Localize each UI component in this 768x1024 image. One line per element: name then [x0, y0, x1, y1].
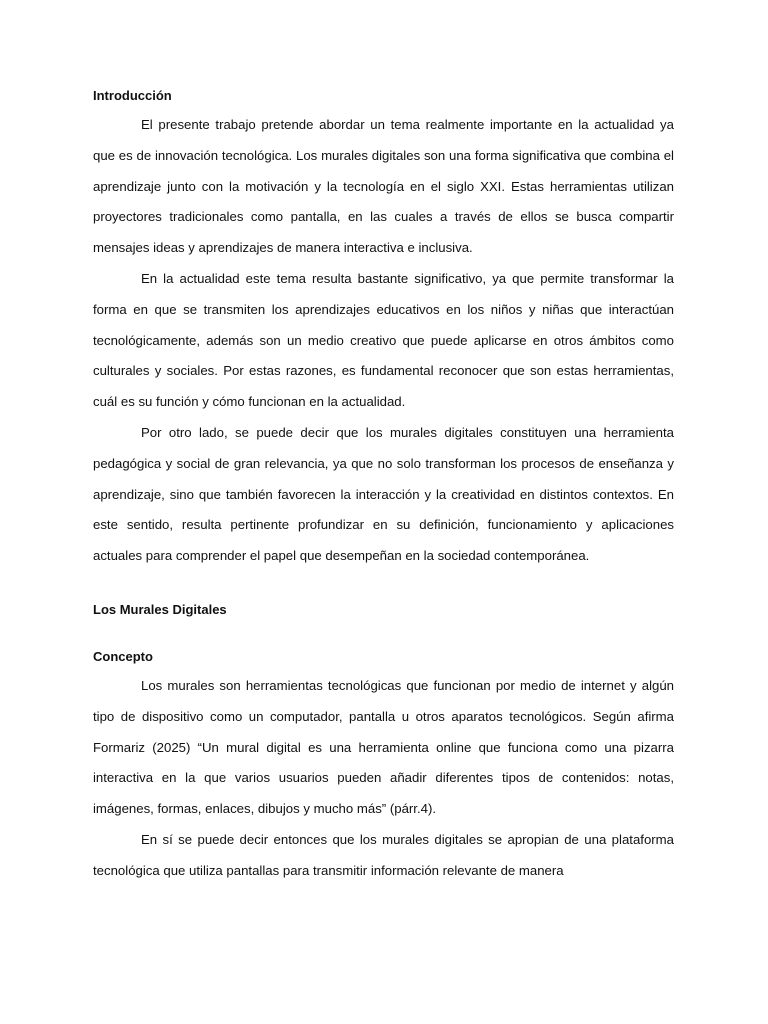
section-heading-murales-digitales: Los Murales Digitales [93, 601, 227, 617]
section-heading-introduccion: Introducción [93, 88, 172, 103]
concepto-paragraph-1: Los murales son herramientas tecnológicas que funcionan por medio de internet y algún tipo de dispositivo como un computador, pantalla u otros aparatos tecnológicos. Según afirma Formariz (2025) “Un mural digital es una herramienta online que funciona como una pizarra interactiva en la que varios usuarios pueden añadir diferentes tipos de contenidos: notas, imágenes, formas, enlaces, dibujos y mucho más” (párr.4). [93, 677, 674, 817]
intro-paragraph-2: En la actualidad este tema resulta bastante significativo, ya que permite transformar la forma en que se transmiten los aprendizajes educativos en los niños y niñas que interactúan tecnológicamente, además son un medio creativo que puede aplicarse en otros ámbitos como culturales y sociales. Por estas razones, es fundamental reconocer que son estas herramientas, cuál es su función y cómo funcionan en la actualidad. [93, 270, 674, 410]
document-page [93, 84, 674, 887]
intro-paragraph-1: El presente trabajo pretende abordar un tema realmente importante en la actualidad ya que es de innovación tecnológica. Los murales digitales son una forma significativa que combina el aprendizaje junto con la motivación y la tecnología en el siglo XXI. Estas herramientas utilizan proyectores tradicionales como pantalla, en las cuales a través de ellos se busca compartir mensajes ideas y aprendizajes de manera interactiva e inclusiva. [93, 117, 674, 256]
subsection-heading-concepto: Concepto [93, 648, 153, 664]
intro-paragraph-3: Por otro lado, se puede decir que los murales digitales constituyen una herramienta pedagógica y social de gran relevancia, ya que no solo transforman los procesos de enseñanza y aprendizaje, sino que también favorecen la interacción y la creatividad en distintos contextos. En este sentido, resulta pertinente profundizar en su definición, funcionamiento y aplicaciones actuales para comprender el papel que desempeñan en la sociedad contemporánea. [93, 424, 674, 564]
concepto-paragraph-2: En sí se puede decir entonces que los murales digitales se apropian de una plataforma tecnológica que utiliza pantallas para transmitir información relevante de manera [93, 831, 674, 878]
